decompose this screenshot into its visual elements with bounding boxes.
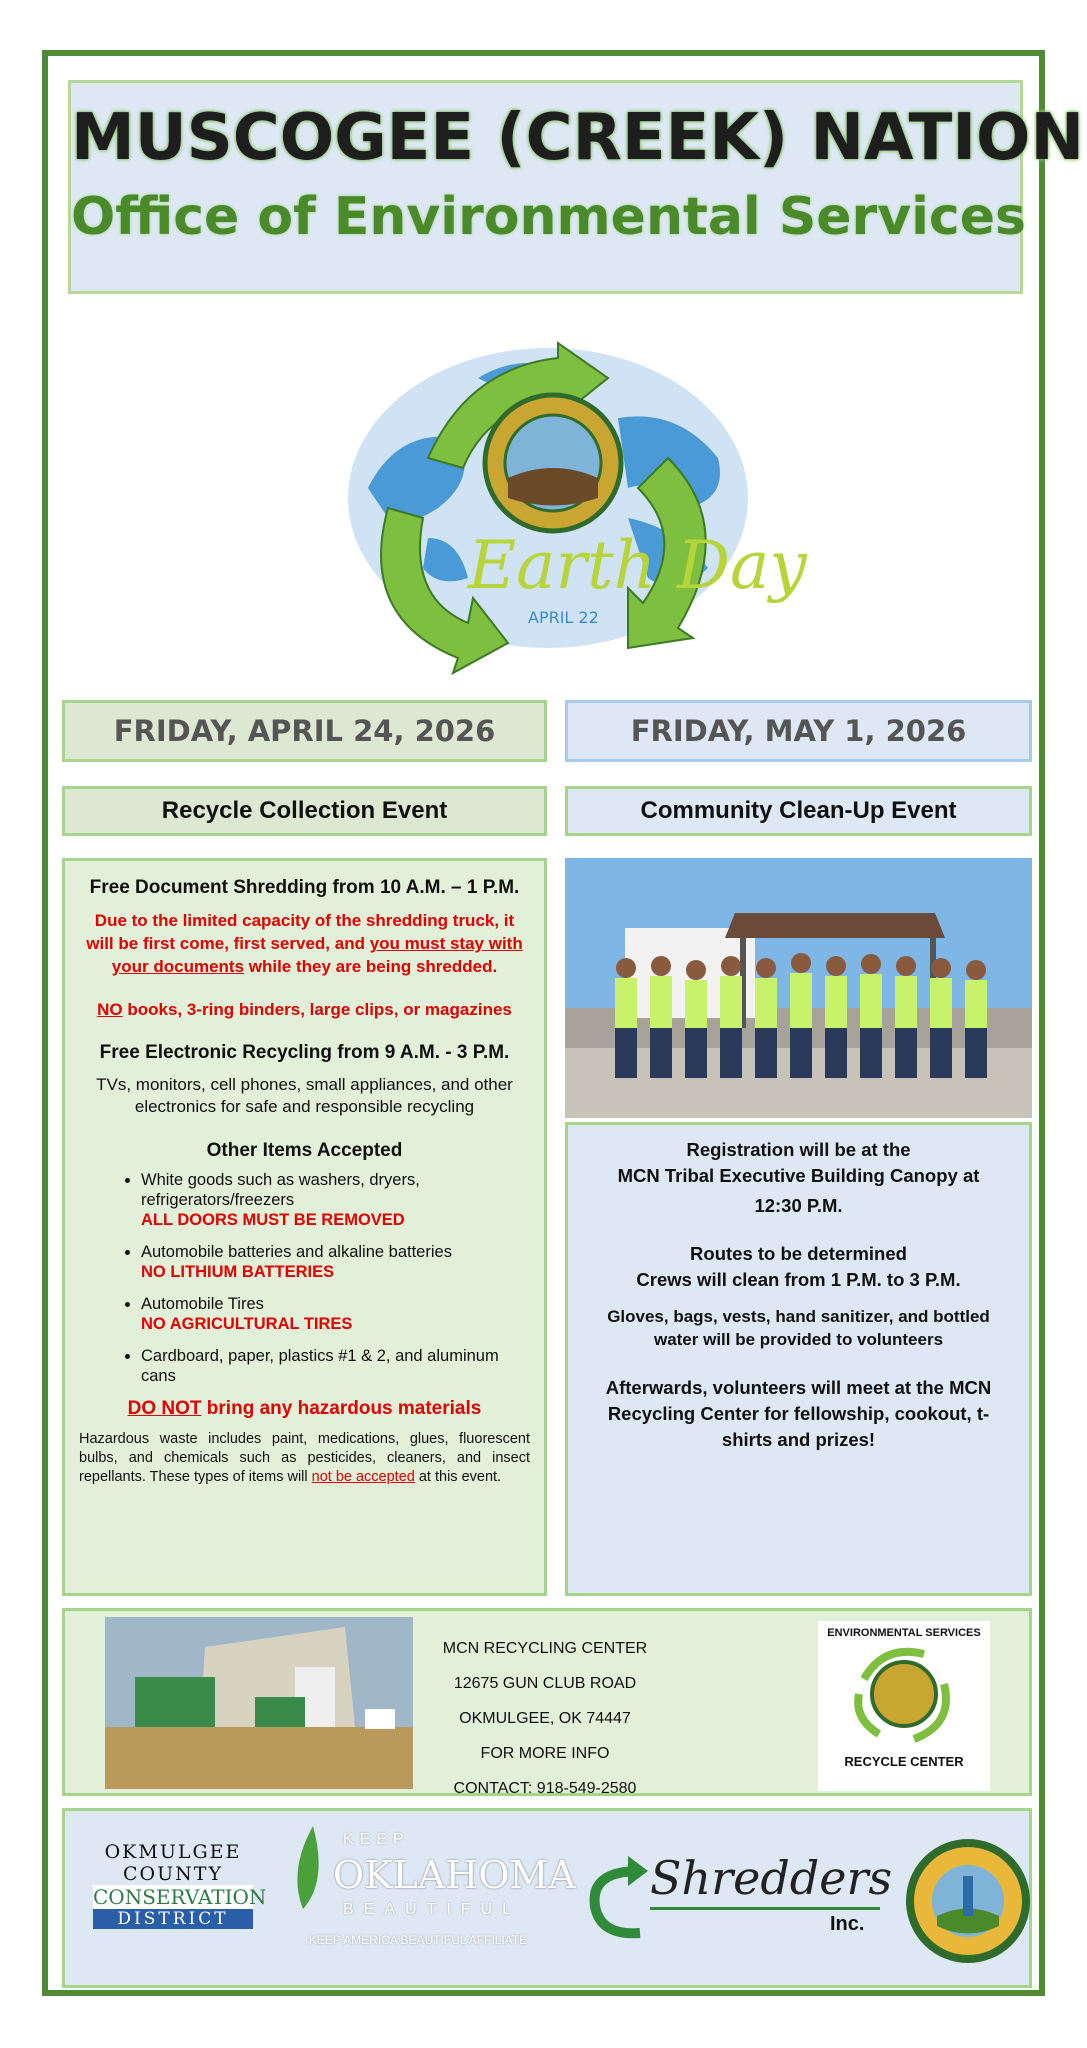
volunteers-photo — [565, 858, 1032, 1118]
hazard-do-not: DO NOT — [127, 1398, 202, 1419]
hazard-rest: bring any hazardous materials — [201, 1398, 482, 1419]
header-banner — [68, 80, 1084, 294]
list-item — [141, 1242, 530, 1282]
kob-affiliate: KEEP AMERICA BEAUTIFUL AFFILIATE — [308, 1933, 528, 1947]
recycling-center-photo — [105, 1617, 413, 1789]
arrow-icon — [580, 1851, 650, 1941]
keep-oklahoma-beautiful-logo — [283, 1821, 576, 1981]
center-name: MCN RECYCLING CENTER — [442, 1640, 648, 1657]
item-warning: NO AGRICULTURAL TIRES — [141, 1315, 353, 1333]
shredders-underline — [650, 1907, 880, 1910]
hazard-desc-part: Hazardous waste includes paint, medications, glues, fluorescent bulbs, and chemicals such as pesticides, cleaners, and insect repellants. These types of items will — [79, 1431, 530, 1485]
env-services-logo — [818, 1621, 990, 1791]
no-items-note — [79, 1000, 530, 1020]
center-street: 12675 GUN CLUB ROAD — [453, 1675, 637, 1692]
item-text: Automobile batteries and alkaline batteries — [141, 1243, 452, 1261]
recycle-icon — [844, 1639, 964, 1749]
recycling-building-image — [105, 1617, 413, 1789]
okmulgee-line-3: CONSERVATION — [93, 1885, 267, 1909]
item-text: Cardboard, paper, plastics #1 & 2, and aluminum cans — [141, 1347, 499, 1385]
kob-beautiful: BEAUTIFUL — [343, 1901, 522, 1918]
okmulgee-line-1: OKMULGEE — [104, 1841, 242, 1863]
shredding-note-part: Due to the limited capacity of the shredding truck, it will be first come, first served, and — [86, 911, 515, 953]
shredding-note-part: while they are being shredded. — [244, 957, 498, 976]
registration-line-2: MCN Tribal Executive Building Canopy at — [617, 1165, 980, 1186]
earth-day-logo — [328, 338, 807, 688]
cleanup-event-details — [565, 1122, 1032, 1596]
env-logo-bottom: RECYCLE CENTER — [844, 1754, 964, 1769]
electronic-heading: Free Electronic Recycling from 9 A.M. - 3 P.M. — [99, 1042, 510, 1063]
recycling-center-address — [440, 1631, 650, 1806]
shredders-inc: Inc. — [830, 1913, 865, 1935]
item-text: White goods such as washers, dryers, refrigerators/freezers — [141, 1171, 420, 1209]
shredding-note-underlined: you must stay with your documents — [111, 934, 523, 976]
okmulgee-line-2: COUNTY — [123, 1863, 223, 1885]
shredding-note — [79, 909, 530, 978]
flyer-frame — [42, 50, 1084, 1996]
earth-day-date: APRIL 22 — [528, 608, 599, 627]
more-info: FOR MORE INFO — [480, 1745, 610, 1762]
hazard-desc-part: at this event. — [414, 1469, 502, 1485]
recycle-event-details — [62, 858, 547, 1596]
no-word: NO — [97, 1000, 123, 1019]
shredding-heading: Free Document Shredding from 10 A.M. – 1 P.M. — [89, 877, 520, 898]
kob-oklahoma: OKLAHOMA — [333, 1853, 576, 1897]
hazard-description — [79, 1430, 530, 1487]
group-photo-image — [565, 858, 1032, 1118]
sponsors-footer — [62, 1808, 1032, 1988]
accepted-items-list — [79, 1170, 530, 1386]
hazard-not-accepted: not be accepted — [311, 1469, 415, 1485]
okmulgee-conservation-logo — [93, 1841, 267, 1929]
other-items-heading: Other Items Accepted — [206, 1140, 403, 1161]
list-item — [141, 1346, 530, 1386]
registration-line-1: Registration will be at the — [686, 1139, 911, 1160]
nrcd-seal-icon — [907, 1831, 1029, 1971]
afterwards-note: Afterwards, volunteers will meet at the MCN Recycling Center for fellowship, cookout, t-shirts and prizes! — [605, 1377, 992, 1450]
left-date: FRIDAY, APRIL 24, 2026 — [62, 700, 547, 762]
item-text: Automobile Tires — [141, 1295, 264, 1313]
hazard-heading — [79, 1398, 530, 1420]
recycling-center-footer — [62, 1608, 1032, 1796]
routes-line: Routes to be determined — [690, 1243, 907, 1264]
kob-keep: KEEP — [343, 1831, 410, 1848]
item-warning: ALL DOORS MUST BE REMOVED — [141, 1211, 405, 1229]
earth-day-globe-icon — [328, 338, 807, 688]
right-date: FRIDAY, MAY 1, 2026 — [565, 700, 1032, 762]
shredders-logo — [580, 1851, 893, 1961]
crews-line: Crews will clean from 1 P.M. to 3 P.M. — [636, 1269, 961, 1290]
contact-phone: CONTACT: 918-549-2580 — [453, 1780, 637, 1797]
electronic-description: TVs, monitors, cell phones, small appliances, and other electronics for safe and responsible recycling — [96, 1075, 513, 1116]
supplies-note: Gloves, bags, vests, hand sanitizer, and bottled water will be provided to volunteers — [607, 1307, 990, 1349]
list-item — [141, 1294, 530, 1334]
env-logo-top: ENVIRONMENTAL SERVICES — [827, 1627, 981, 1639]
left-event-title: Recycle Collection Event — [62, 786, 547, 836]
registration-time: 12:30 P.M. — [754, 1195, 843, 1216]
shredders-name: Shredders — [650, 1851, 893, 1905]
item-warning: NO LITHIUM BATTERIES — [141, 1263, 335, 1281]
flyer-subtitle: Office of Environmental Services — [71, 187, 1026, 247]
no-items-rest: books, 3-ring binders, large clips, or magazines — [122, 1000, 512, 1019]
nrcd-seal-logo — [907, 1831, 1029, 1971]
flyer-title: MUSCOGEE (CREEK) NATION — [71, 101, 1084, 175]
center-city: OKMULGEE, OK 74447 — [459, 1710, 631, 1727]
list-item — [141, 1170, 530, 1230]
okmulgee-line-4: DISTRICT — [93, 1909, 253, 1929]
earth-day-script: Earth Day — [468, 527, 807, 604]
right-event-title: Community Clean-Up Event — [565, 786, 1032, 836]
